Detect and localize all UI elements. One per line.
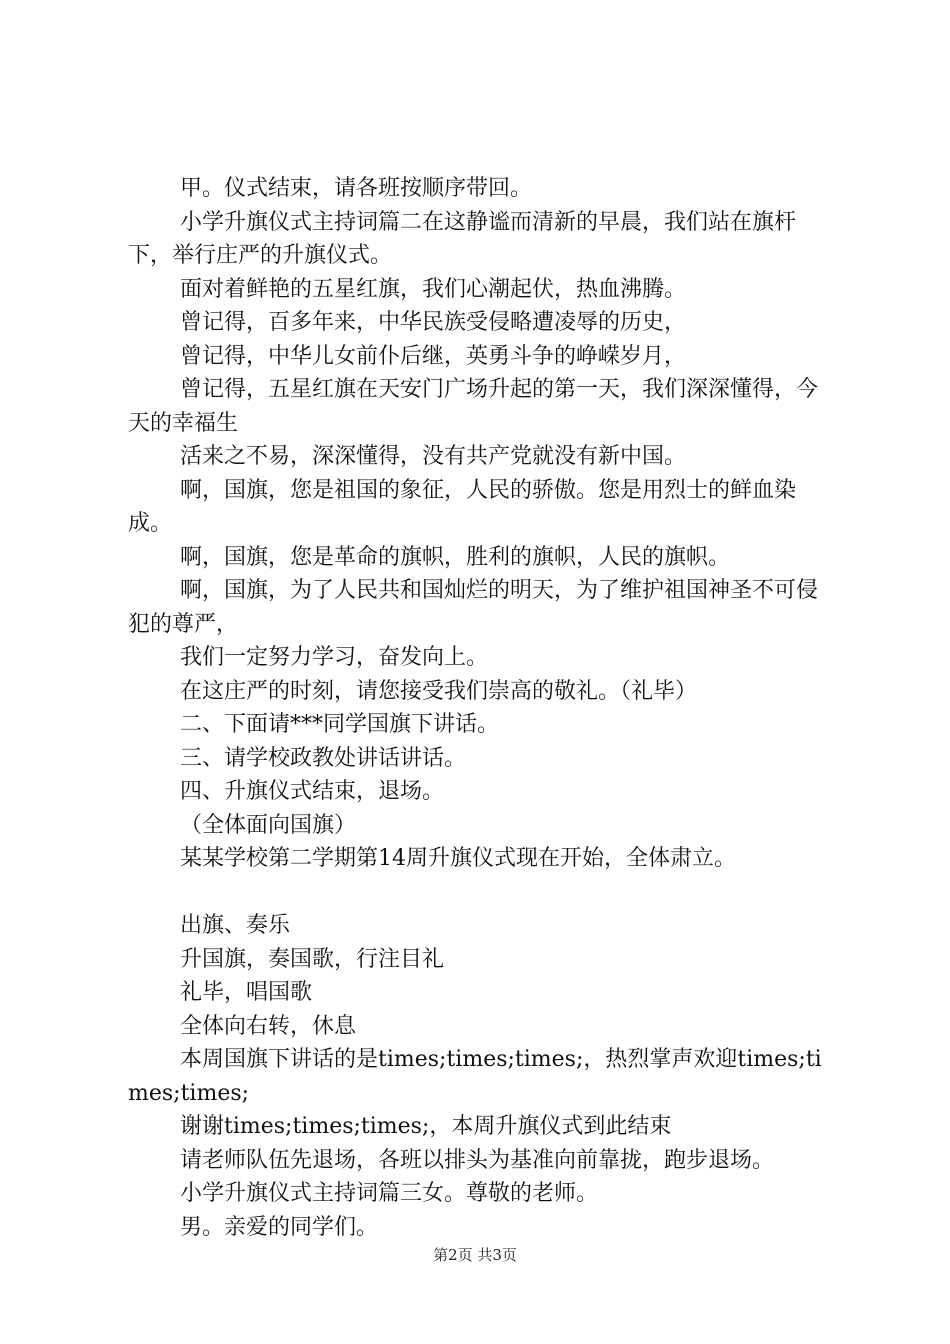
paragraph: 曾记得，五星红旗在天安门广场升起的第一天，我们深深懂得，今天的幸福生 <box>128 377 819 436</box>
paragraph: 出旗、奏乐 <box>180 913 291 938</box>
paragraph: 曾记得，百多年来，中华民族受侵略遭凌辱的历史， <box>180 310 687 335</box>
paragraph: 活来之不易，深深懂得，没有共产党就没有新中国。 <box>180 444 687 469</box>
paragraph: 小学升旗仪式主持词篇二在这静谧而清新的早晨，我们站在旗杆下，举行庄严的升旗仪式。 <box>128 209 797 268</box>
paragraph: 男。亲爱的同学们。 <box>180 1214 379 1240</box>
paragraph: 甲。仪式结束，请各班按顺序带回。 <box>180 176 533 201</box>
paragraph: 啊，国旗，为了人民共和国灿烂的明天，为了维护祖国神圣不可侵犯的尊严， <box>128 578 819 637</box>
paragraph: 啊，国旗，您是革命的旗帜，胜利的旗帜，人民的旗帜。 <box>180 544 731 570</box>
paragraph: 面对着鲜艳的五星红旗，我们心潮起伏，热血沸腾。 <box>180 276 687 302</box>
paragraph: 请老师队伍先退场，各班以排头为基准向前靠拢，跑步退场。 <box>180 1147 775 1173</box>
paragraph: （全体面向国旗） <box>180 812 357 838</box>
paragraph: 啊，国旗，您是祖国的象征，人民的骄傲。您是用烈士的鲜血染成。 <box>128 477 797 536</box>
paragraph: 某某学校第二学期第14周升旗仪式现在开始，全体肃立。 <box>180 846 736 871</box>
paragraph: 小学升旗仪式主持词篇三女。尊敬的老师。 <box>180 1181 599 1206</box>
paragraph: 升国旗，奏国歌，行注目礼 <box>180 946 445 972</box>
paragraph: 曾记得，中华儿女前仆后继，英勇斗争的峥嵘岁月， <box>180 343 687 369</box>
blank-line <box>128 876 834 910</box>
paragraph: 礼毕，唱国歌 <box>180 980 313 1005</box>
paragraph: 谢谢times;times;times;，本周升旗仪式到此结束 <box>180 1114 672 1139</box>
paragraph: 三、请学校政教处讲话讲话。 <box>180 745 467 771</box>
body-text <box>128 172 834 1244</box>
paragraph: 全体向右转，休息 <box>180 1013 357 1039</box>
page-footer: 第2页 共3页 <box>433 1246 517 1264</box>
paragraph: 在这庄严的时刻，请您接受我们崇高的敬礼。（礼毕） <box>180 678 698 704</box>
paragraph: 本周国旗下讲话的是times;times;times;，热烈掌声欢迎times;times;times; <box>128 1047 822 1106</box>
paragraph: 四、升旗仪式结束，退场。 <box>180 779 445 804</box>
paragraph: 二、下面请***同学国旗下讲话。 <box>180 712 500 737</box>
paragraph: 我们一定努力学习，奋发向上。 <box>180 645 489 670</box>
